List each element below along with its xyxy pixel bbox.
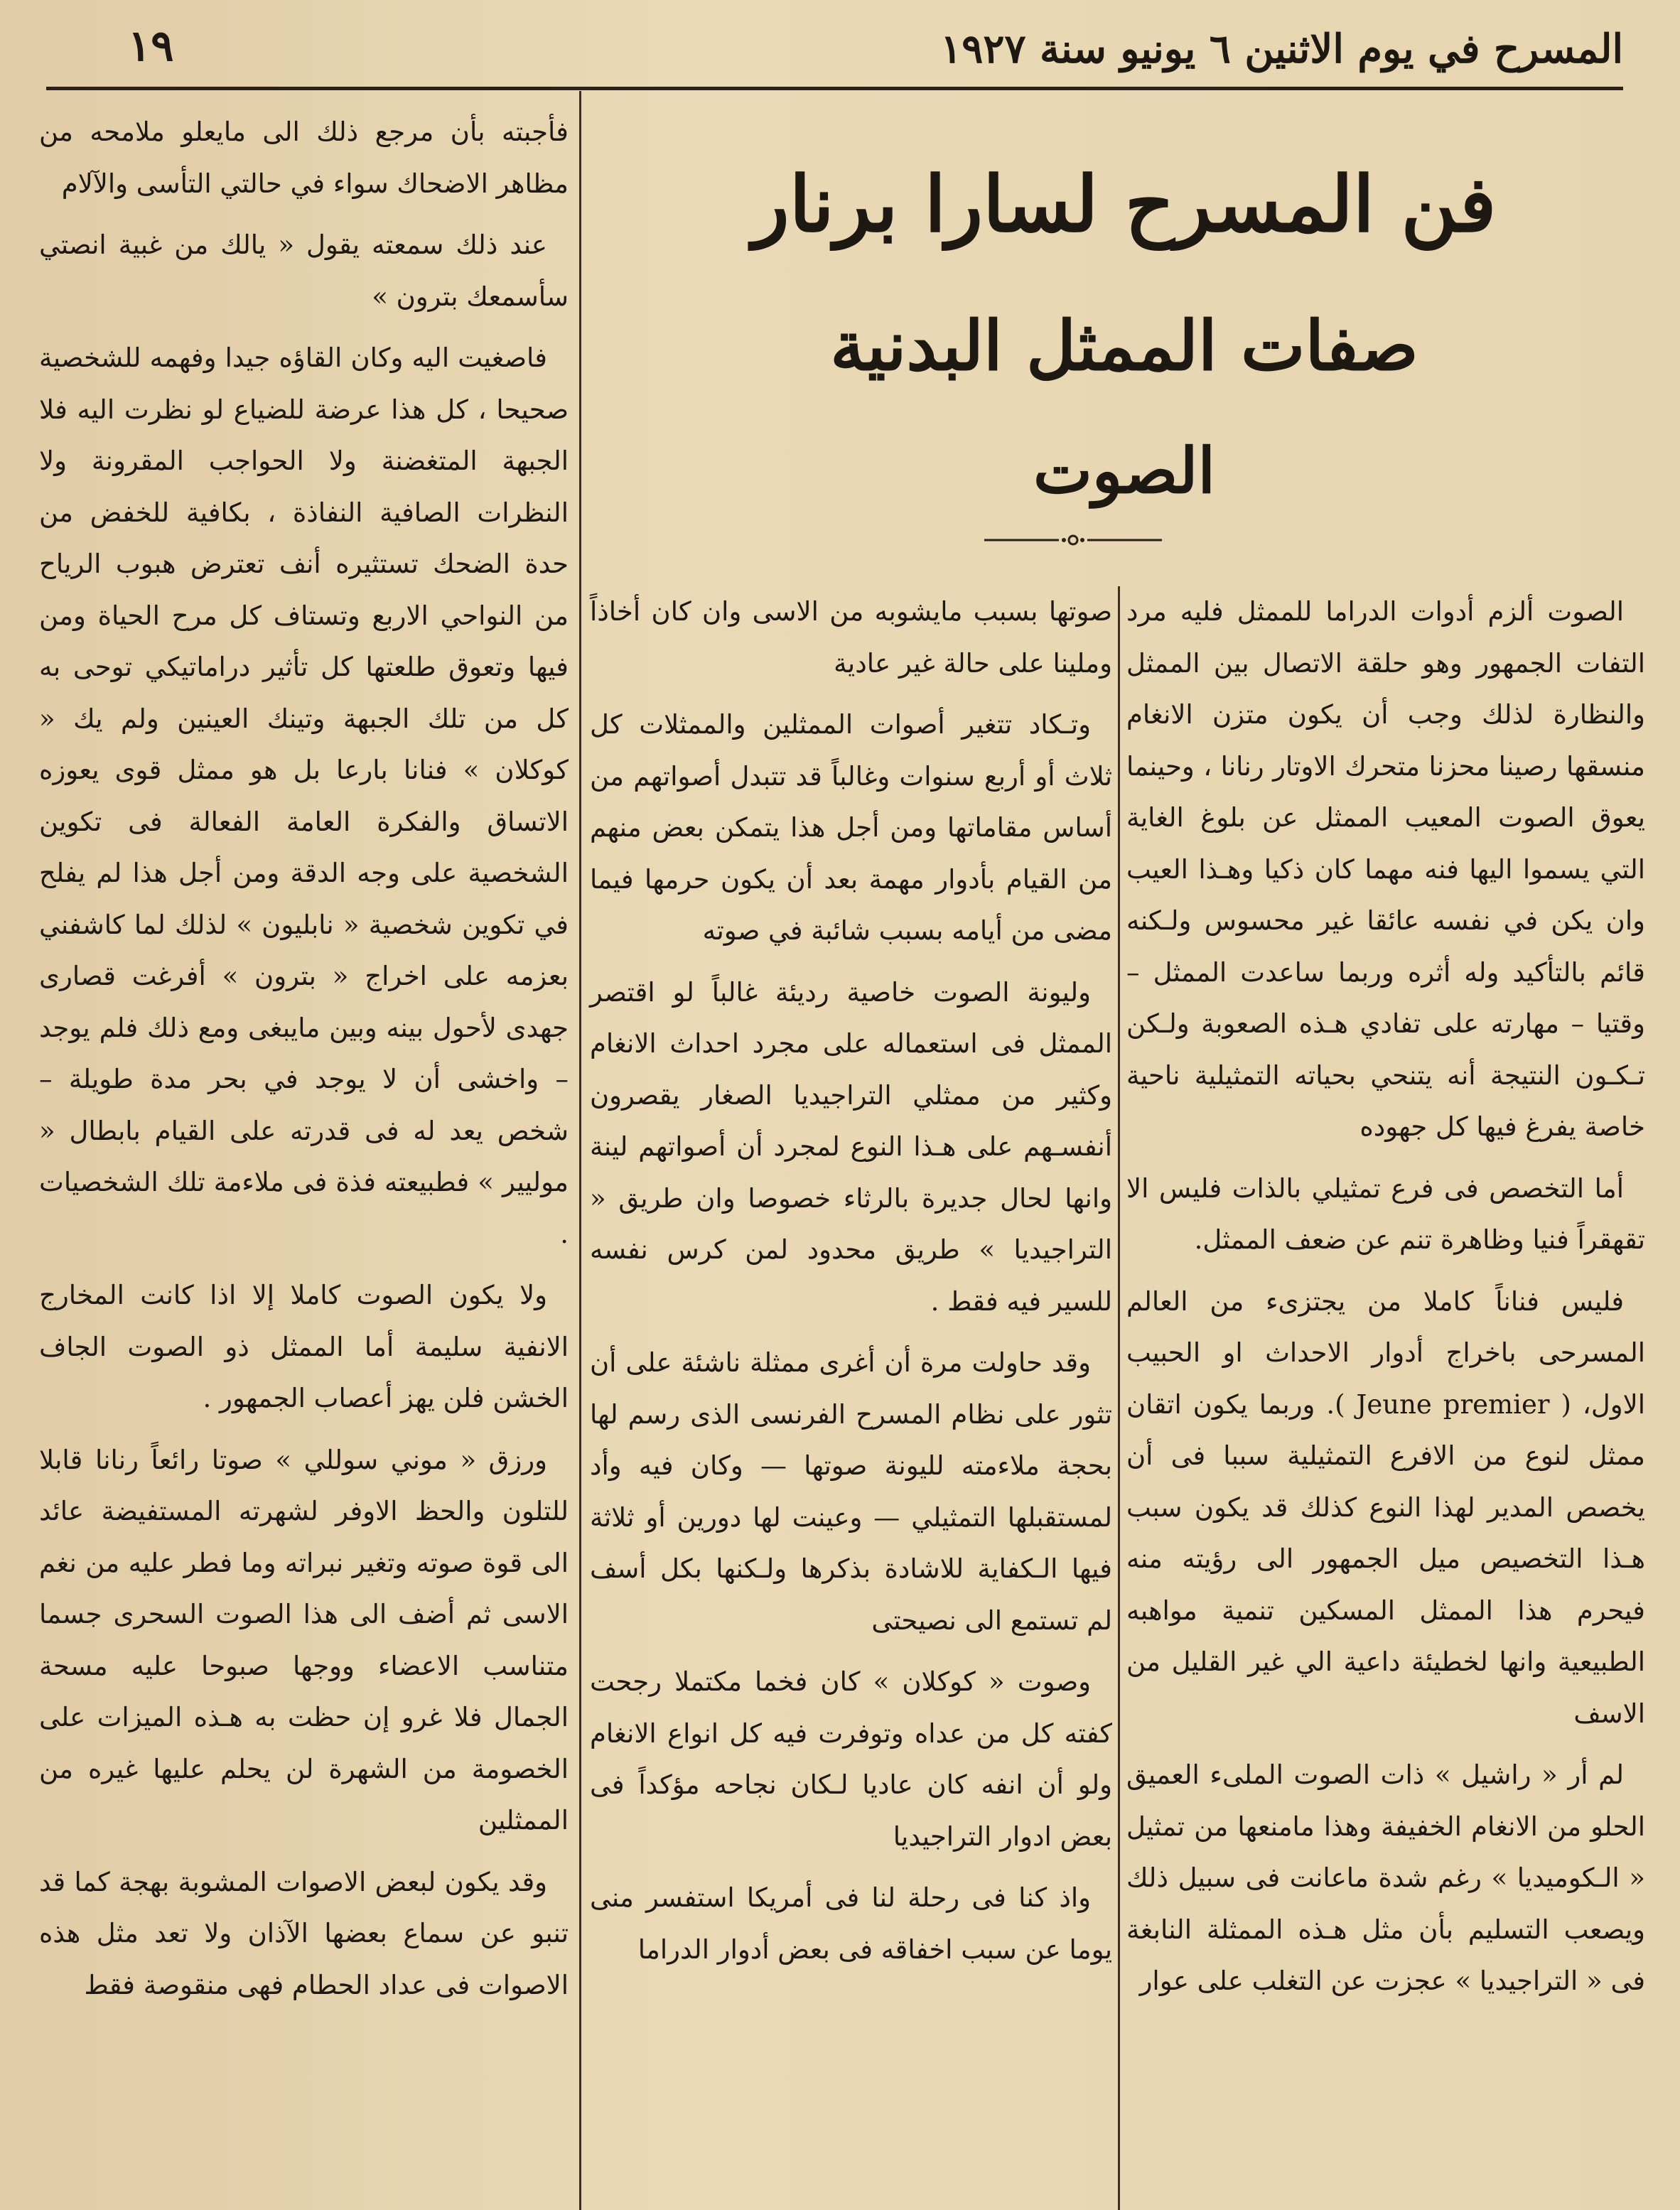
column-divider-left — [579, 91, 581, 2210]
article-title: فن المسرح لسارا برنار — [752, 160, 1497, 249]
page-number: ١٩ — [128, 21, 174, 71]
column-divider-right — [1118, 586, 1120, 2210]
paragraph: وتـكاد تتغير أصوات الممثلين والممثلات كل ثلاث أو أربع سنوات وغالباً قد تتبدل أصواتهم من أساس مقاماتها ومن أجل هذا يتمكن بعض منهم من القيام بأدوار مهمة بعد أن يكون حرمها فيما مضى من أيامه بسبب شائبة في صوته — [590, 709, 1112, 946]
ornament-divider — [984, 529, 1162, 551]
paragraph: عند ذلك سمعته يقول « يالك من غبية انصتي سأسمعك بترون » — [39, 230, 569, 312]
paragraph: وليونة الصوت خاصية رديئة غالباً لو اقتصر الممثل فى استعماله على مجرد احداث الانغام وكثير من ممثلي التراجيديا الصغار يقصرون أنفسـهم على هـذا النوع لمجرد أن أصواتهم لينة وانها لحال جديرة بالرثاء خصوصا وان طريق « التراجيديا » طريق محدود لمن كرس نفسه للسير فيه فقط . — [590, 976, 1112, 1317]
header-rule — [46, 87, 1623, 90]
paragraph: الصوت ألزم أدوات الدراما للممثل فليه مرد التفات الجمهور وهو حلقة الاتصال بين الممثل والنظارة لذلك وجب أن يكون متزن الانغام منسقها رصينا محزنا متحرك الاوتار رنانا ، وحينما يعوق الصوت المعيب الممثل عن بلوغ الغاية التي يسموا اليها فنه مهما كان ذكيا وهـذا العيب وان يكن في نفسه عائقا غير محسوس ولـكنه قائم بالتأكيد وله أثره وربما ساعدت الممثل – وقتيا – مهارته على تفادي هـذه الصعوبة ولـكن تـكـون النتيجة أنه يتنحي بحياته التمثيلية ناحية خاصة يفرغ فيها كل جهوده — [1126, 596, 1645, 1142]
paragraph: ورزق « موني سوللي » صوتا رائعاً رنانا قابلا للتلون والحظ الاوفر لشهرته المستفيضة عائد الى قوة صوته وتغير نبراته وما فطر عليه من نغم الاسى ثم أضف الى هذا الصوت السحرى جسما متناسب الاعضاء ووجها صبوحا عليه مسحة الجمال فلا غرو إن حظت به هـذه الميزات على الخصومة من الشهرة لن يحلم عليها غيره من الممثلين — [39, 1444, 569, 1836]
paragraph: صوتها بسبب مايشوبه من الاسى وان كان أخاذاً وملينا على حالة غير عادية — [590, 596, 1112, 679]
column-middle — [590, 586, 1112, 1985]
section-heading: الصوت — [1033, 433, 1215, 507]
paragraph: لم أر « راشيل » ذات الصوت الملىء العميق الحلو من الانغام الخفيفة وهذا مامنعها من تمثيل « الـكوميديا » رغم شدة ماعانت فى سبيل ذلك ويصعب التسليم بأن مثل هـذه الممثلة النابغة فى « التراجيديا » عجزت عن التغلب على عوار — [1126, 1759, 1645, 1996]
paragraph: واذ كنا فى رحلة لنا فى أمريكا استفسر منى يوما عن سبب اخفاقه فى بعض أدوار الدراما — [590, 1882, 1112, 1965]
running-header — [43, 21, 1623, 85]
paragraph: فليس فناناً كاملا من يجتزىء من العالم المسرحى باخراج أدوار الاحداث او الحبيب الاول، ( Jeune premier ). وربما يكون اتقان ممثل لنوع من الافرع التمثيلية سببا فى أن يخصص المدير لهذا النوع كذلك قد يكون سبب هـذا التخصيص ميل الجمهور الى رؤيته منه فيحرم هذا الممثل المسكين تنمية مواهبه الطبيعية وانها لخطيئة داعية الي غير القليل من الاسف — [1126, 1285, 1646, 1729]
paragraph: وصوت « كوكلان » كان فخما مكتملا رجحت كفته كل من عداه وتوفرت فيه كل انواع الانغام ولو أن انفه كان عاديا لـكان نجاحه مؤكداً فى بعض ادوار التراجيديا — [590, 1666, 1112, 1852]
paragraph: وقد يكون لبعض الاصوات المشوبة بهجة كما قد تنبو عن سماع بعضها الآذان ولا تعد مثل هذه الاصوات فى عداد الحطام فهى منقوصة فقط — [39, 1866, 569, 2000]
paragraph: ولا يكون الصوت كاملا إلا اذا كانت المخارج الانفية سليمة أما الممثل ذو الصوت الجاف الخشن فلن يهز أعصاب الجمهور . — [39, 1280, 569, 1413]
column-left — [39, 107, 569, 2021]
paragraph: فأجبته بأن مرجع ذلك الى مايعلو ملامحه من مظاهر الاضحاك سواء في حالتي التأسى والآلام — [39, 117, 569, 199]
column-right — [1126, 586, 1645, 2017]
paragraph: أما التخصص فى فرع تمثيلي بالذات فليس الا تقهقراً فنيا وظاهرة تنم عن ضعف الممثل. — [1126, 1173, 1645, 1255]
article-subtitle: صفات الممثل البدنية — [830, 306, 1418, 386]
paragraph: فاصغيت اليه وكان القاؤه جيدا وفهمه للشخصية صحيحا ، كل هذا عرضة للضياع لو نظرت اليه فلا الجبهة المتغضنة ولا الحواجب المقرونة ولا النظرات الصافية النفاذة ، بكافية للخفض من حدة الضحك تستثيره أنف تعترض هبوب الرياح من النواحي الاربع وتستاف كل مرح الحياة ومن فيها وتعوق طلعتها كل تأثير دراماتيكي توحى به كل من تلك الجبهة وتينك العينين ولم يك « كوكلان » فنانا بارعا بل هو ممثل قوى يعوزه الاتساق والفكرة العامة الفعالة فى تكوين الشخصية على وجه الدقة ومن أجل هذا لم يفلح في تكوين شخصية « نابليون » لذلك لما كاشفني بعزمه على اخراج « بترون » أفرغت قصارى جهدى لأحول بينه وبين مايبغى ومع ذلك فلم يوجد – واخشى أن لا يوجد في بحر مدة طويلة – شخص يعد له فى قدرته على القيام بابطال « موليير » فطبيعته فذة فى ملاءمة تلك الشخصيات . — [39, 343, 569, 1249]
running-title: المسرح في يوم الاثنين ٦ يونيو سنة ١٩٢٧ — [940, 26, 1623, 72]
paragraph: وقد حاولت مرة أن أغرى ممثلة ناشئة على أن تثور على نظام المسرح الفرنسى الذى رسم لها بحجة ملاءمته لليونة صوتها — وكان فيه وأد لمستقبلها التمثيلي — وعينت لها دورين أو ثلاثة فيها الـكفاية للاشادة بذكرها ولـكنها بكل أسف لم تستمع الى نصيحتى — [590, 1347, 1112, 1636]
